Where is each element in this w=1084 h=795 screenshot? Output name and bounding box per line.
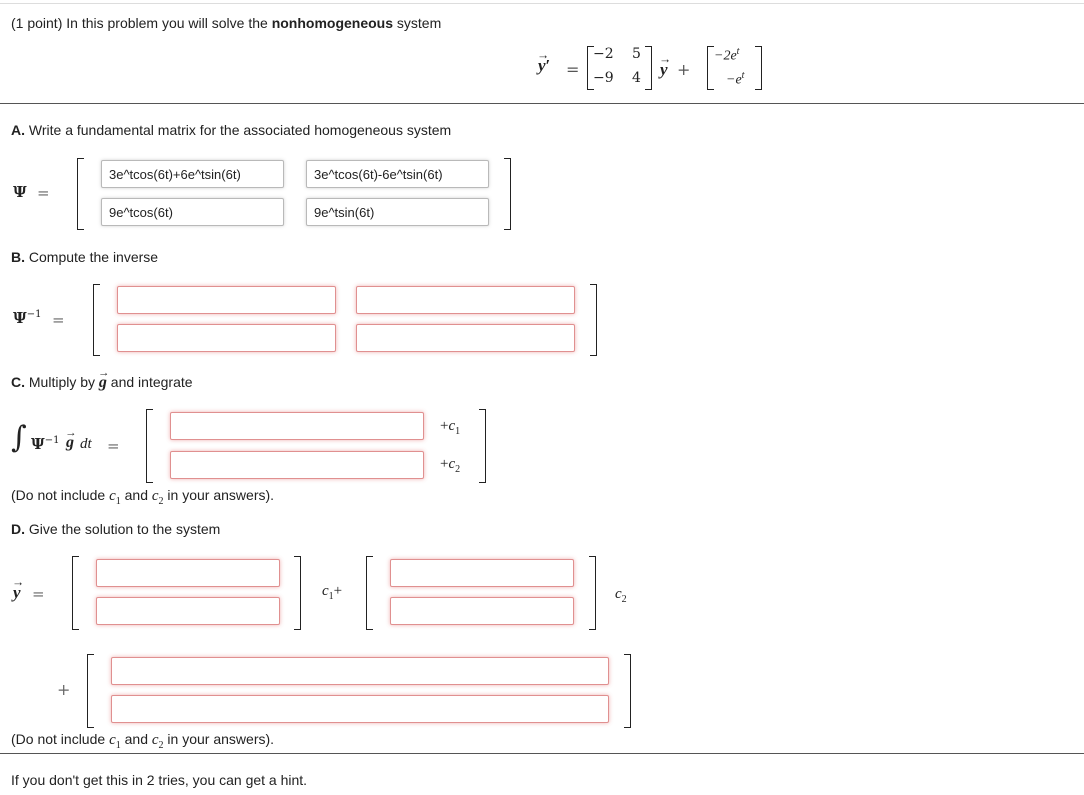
part-d-heading xyxy=(11,521,220,537)
equals-sign: = xyxy=(52,311,65,329)
g-vector-symbol: → g xyxy=(99,374,107,392)
c1-plus xyxy=(322,583,342,602)
c1-letter: c xyxy=(448,418,456,434)
top-divider xyxy=(0,3,1084,4)
vector-bracket-right xyxy=(479,409,486,483)
part-a-letter: A. xyxy=(11,122,25,138)
vector-bracket-left xyxy=(146,409,153,483)
part-a-text: Write a fundamental matrix for the associated homogeneous system xyxy=(25,122,452,138)
integral-sign: ∫ xyxy=(11,420,27,455)
vector-bracket-right xyxy=(624,654,631,728)
part-c-heading xyxy=(11,374,193,392)
matrix-entry: −9 xyxy=(593,70,614,86)
c2-subscript: 2 xyxy=(158,496,164,507)
equals-sign: = xyxy=(32,585,45,603)
g-bottom xyxy=(726,70,744,89)
psi-inverse-entry-12[interactable] xyxy=(356,286,575,314)
solution-vec2-entry-1[interactable] xyxy=(390,559,574,587)
g-top-exp: t xyxy=(736,46,740,57)
psi-letter: Ψ xyxy=(13,309,27,327)
solution-vec1-entry-1[interactable] xyxy=(96,559,280,587)
psi-entry-22[interactable] xyxy=(306,198,489,226)
c2-subscript: 2 xyxy=(158,740,164,751)
statement-bold: nonhomogeneous xyxy=(271,15,394,31)
vector-bracket-right xyxy=(589,556,596,630)
psi-entry-21[interactable] xyxy=(101,198,284,226)
c2-letter: c xyxy=(448,456,456,472)
part-b-text: Compute the inverse xyxy=(25,249,159,265)
particular-entry-2[interactable] xyxy=(111,695,609,723)
g-vector xyxy=(66,434,74,452)
matrix-bracket-left xyxy=(93,284,100,356)
c1-letter: c xyxy=(322,583,329,599)
psi-inverse-entry-11[interactable] xyxy=(117,286,336,314)
psi-letter: Ψ xyxy=(31,435,45,453)
c2-letter: c xyxy=(151,732,159,748)
vector-bracket-left xyxy=(366,556,373,630)
g-top xyxy=(714,46,739,65)
psi-inverse-symbol xyxy=(31,435,59,453)
plus-sign: + xyxy=(440,456,449,472)
g-bottom-coef: −e xyxy=(726,72,742,88)
note-text: and xyxy=(120,731,152,747)
solution-vec1-entry-2[interactable] xyxy=(96,597,280,625)
psi-inverse-symbol xyxy=(13,309,41,327)
part-c-text-after: and integrate xyxy=(106,374,193,390)
vector-bracket-left xyxy=(72,556,79,630)
psi-entry-12[interactable] xyxy=(306,160,489,188)
c1-letter: c xyxy=(109,488,116,504)
c2-coefficient xyxy=(615,586,627,605)
y-vector-symbol: → y xyxy=(538,56,546,76)
c2-letter: c xyxy=(151,488,159,504)
c1-subscript: 1 xyxy=(455,426,461,437)
psi-entry-11[interactable] xyxy=(101,160,284,188)
equals-sign: = xyxy=(107,437,120,455)
divider-bottom xyxy=(0,753,1084,754)
plus-c2 xyxy=(440,456,460,475)
g-bracket-left xyxy=(707,46,714,90)
part-a-heading xyxy=(11,122,451,138)
inverse-exponent: −1 xyxy=(26,309,42,320)
part-c-letter: C. xyxy=(11,374,25,390)
matrix-entry: −2 xyxy=(593,46,614,62)
c1-subscript: 1 xyxy=(115,496,121,507)
y-vector-symbol: → y xyxy=(13,583,21,603)
inverse-exponent: −1 xyxy=(44,435,60,446)
matrix-bracket-left xyxy=(77,158,84,230)
note-text: (Do not include xyxy=(11,487,110,503)
y-vector xyxy=(13,583,21,603)
statement-suffix: system xyxy=(393,15,442,31)
hint-text: If you don't get this in 2 tries, you can get a hint. xyxy=(11,772,308,788)
part-c-text-before: Multiply by xyxy=(25,374,99,390)
plus-sign: + xyxy=(57,680,71,699)
matrix-bracket-right xyxy=(590,284,597,356)
particular-entry-1[interactable] xyxy=(111,657,609,685)
g-bracket-right xyxy=(755,46,762,90)
plus-sign: + xyxy=(440,418,449,434)
part-b-heading xyxy=(11,249,158,265)
part-b-letter: B. xyxy=(11,249,25,265)
solution-vec2-entry-2[interactable] xyxy=(390,597,574,625)
integral-entry-1[interactable] xyxy=(170,412,424,440)
note-text: (Do not include xyxy=(11,731,110,747)
c1-letter: c xyxy=(109,732,116,748)
g-vector-symbol: → g xyxy=(66,434,74,452)
psi-symbol: Ψ xyxy=(13,183,27,201)
vector-bracket-left xyxy=(87,654,94,728)
g-top-coef: −2e xyxy=(714,48,737,64)
y-vector xyxy=(660,60,668,80)
matrix-bracket-right xyxy=(645,46,652,90)
c2-letter: c xyxy=(615,586,622,602)
part-d-note xyxy=(11,731,274,751)
statement-prefix: (1 point) In this problem you will solve the xyxy=(11,15,272,31)
c2-subscript: 2 xyxy=(455,464,461,475)
c2-subscript: 2 xyxy=(621,594,627,605)
part-d-letter: D. xyxy=(11,521,25,537)
problem-statement xyxy=(11,15,441,31)
matrix-bracket-right xyxy=(504,158,511,230)
part-c-note xyxy=(11,487,274,507)
y-vector-symbol: → y xyxy=(660,60,668,80)
equals-sign: = xyxy=(566,60,580,79)
note-text: in your answers). xyxy=(163,487,275,503)
psi-inverse-entry-21[interactable] xyxy=(117,324,336,352)
vector-bracket-right xyxy=(294,556,301,630)
psi-inverse-entry-22[interactable] xyxy=(356,324,575,352)
y-prime xyxy=(538,56,550,76)
part-d-text: Give the solution to the system xyxy=(25,521,221,537)
matrix-entry: 4 xyxy=(632,70,641,86)
integral-entry-2[interactable] xyxy=(170,451,424,479)
plus-sign: + xyxy=(677,60,691,79)
c1-subscript: 1 xyxy=(115,740,121,751)
equals-sign: = xyxy=(37,184,50,202)
plus-sign: + xyxy=(333,583,343,599)
g-bottom-exp: t xyxy=(741,70,745,81)
prime-mark: ′ xyxy=(545,56,551,75)
dt-symbol: dt xyxy=(80,436,92,452)
note-text: and xyxy=(120,487,152,503)
c1-subscript: 1 xyxy=(328,591,334,602)
plus-c1 xyxy=(440,418,460,437)
divider-top xyxy=(0,103,1084,104)
note-text: in your answers). xyxy=(163,731,275,747)
matrix-entry: 5 xyxy=(632,46,641,62)
